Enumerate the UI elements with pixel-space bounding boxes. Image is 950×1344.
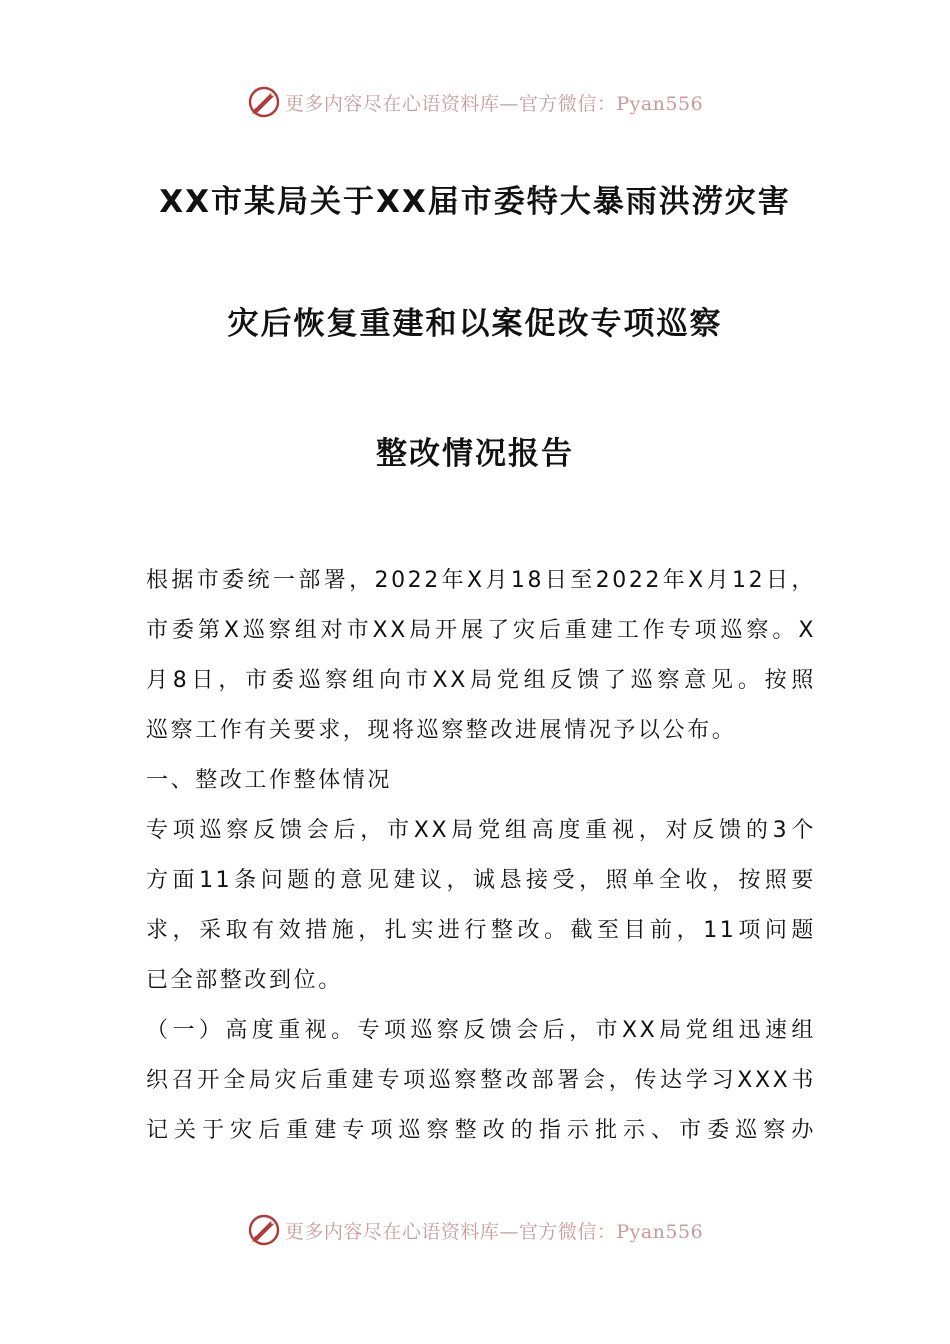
footer-watermark-banner — [0, 1210, 950, 1250]
watermark-text: 更多内容尽在心语资料库—官方微信：Pyan556 — [284, 92, 704, 115]
pen-nib-icon — [247, 85, 281, 119]
header-watermark-banner — [0, 82, 950, 122]
watermark-text: 更多内容尽在心语资料库—官方微信：Pyan556 — [284, 1220, 704, 1243]
body-line: 求，采取有效措施，扎实进行整改。截至目前，11项问题 — [146, 918, 816, 943]
body-line: 织召开全局灾后重建专项巡察整改部署会，传达学习XXX书 — [146, 1068, 816, 1093]
body-line: 巡察工作有关要求，现将巡察整改进展情况予以公布。 — [146, 718, 737, 743]
title-line-1: XX市某局关于XX届市委特大暴雨洪涝灾害 — [159, 184, 791, 220]
body-line: 月8日，市委巡察组向市XX局党组反馈了巡察意见。按照 — [146, 668, 816, 693]
body-line: 方面11条问题的意见建议，诚恳接受，照单全收，按照要 — [146, 868, 816, 893]
body-line: 已全部整改到位。 — [146, 968, 343, 993]
report-body — [146, 556, 816, 1156]
body-line: 根据市委统一部署，2022年X月18日至2022年X月12日， — [146, 568, 816, 593]
title-line-3: 整改情况报告 — [376, 436, 574, 472]
body-line: 市委第X巡察组对市XX局开展了灾后重建工作专项巡察。X — [146, 618, 816, 643]
pen-nib-icon — [247, 1213, 281, 1247]
body-line: 专项巡察反馈会后，市XX局党组高度重视，对反馈的3个 — [146, 818, 816, 843]
title-line-2: 灾后恢复重建和以案促改专项巡察 — [227, 306, 723, 342]
body-line: （一）高度重视。专项巡察反馈会后，市XX局党组迅速组 — [146, 1018, 816, 1043]
section-heading: 一、整改工作整体情况 — [146, 768, 393, 793]
body-line: 记关于灾后重建专项巡察整改的指示批示、市委巡察办 — [146, 1118, 816, 1143]
